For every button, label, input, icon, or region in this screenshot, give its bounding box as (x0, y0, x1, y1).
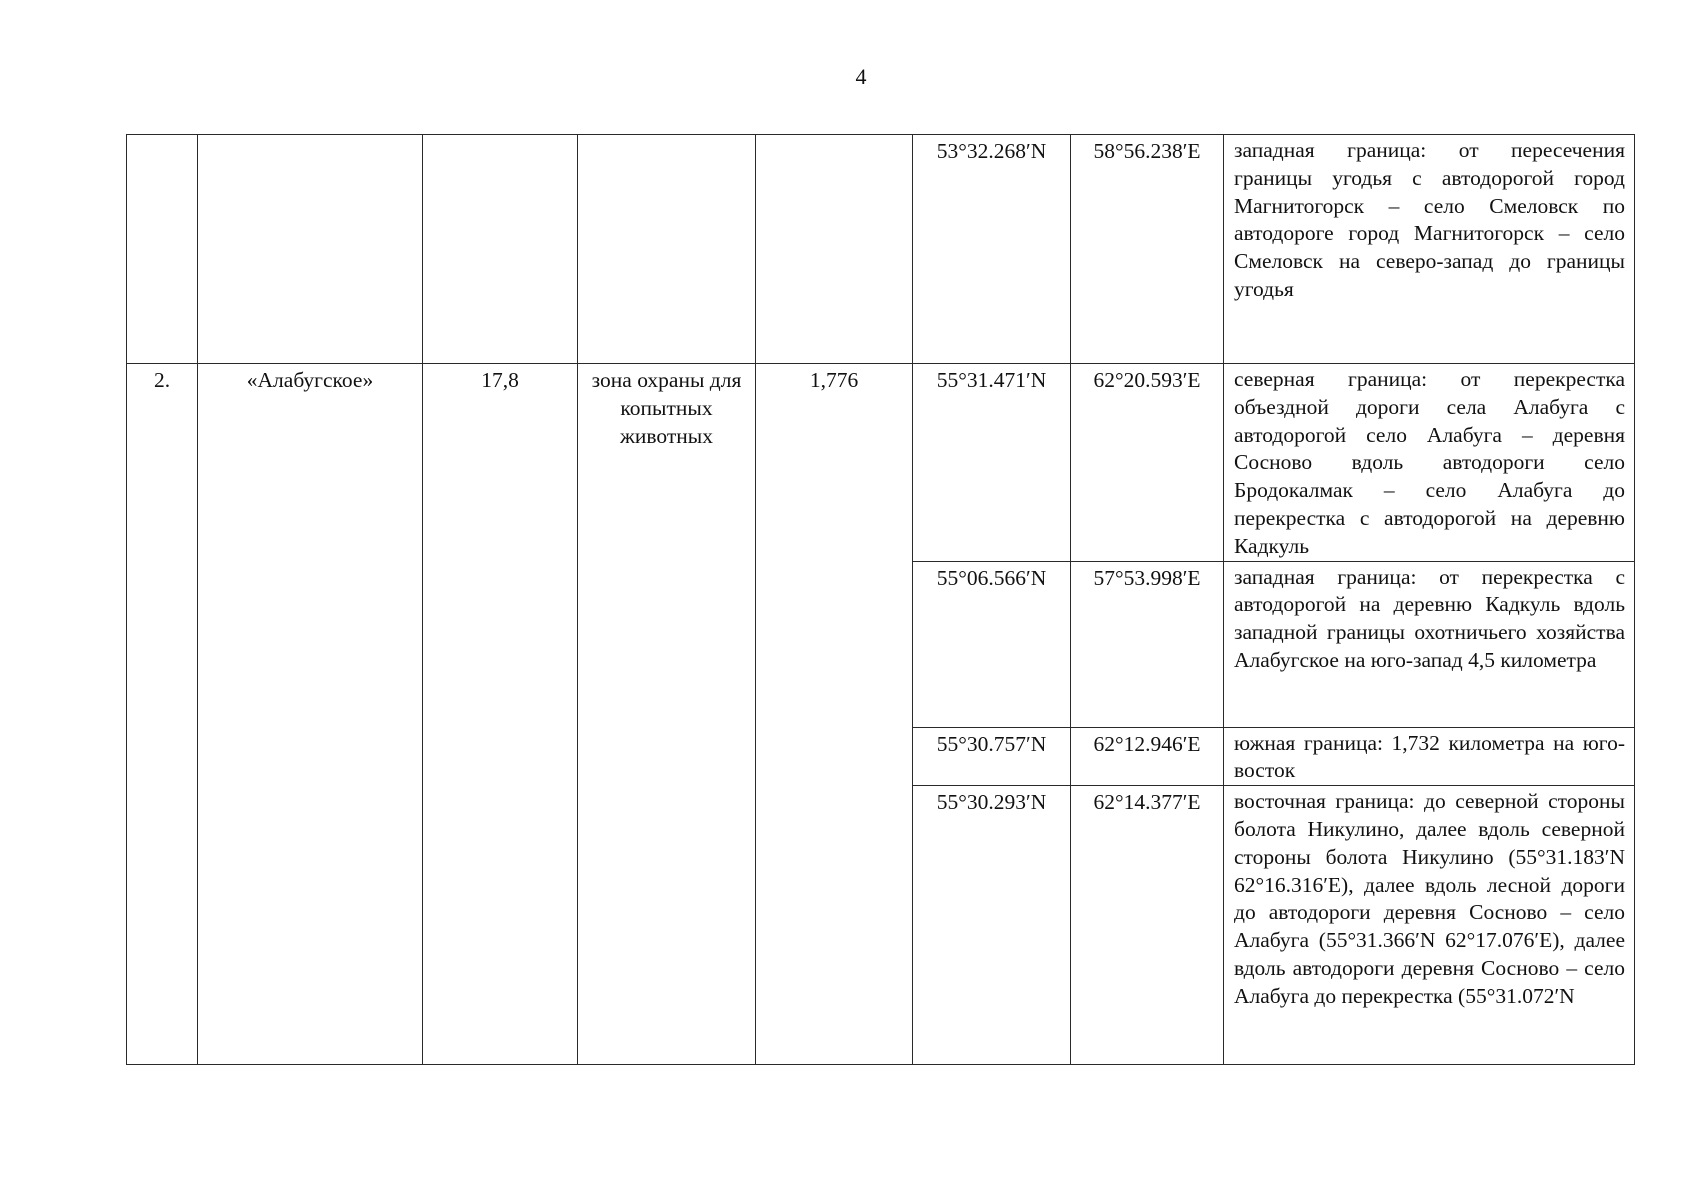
cell-longitude: 62°20.593′E (1071, 364, 1224, 562)
cell-number-empty (127, 135, 198, 364)
cell-number: 2. (127, 364, 198, 1065)
hunting-grounds-table (126, 134, 1635, 1065)
cell-boundary-description: северная граница: от перекрестка объездной дороги села Алабуга с автодорогой село Алабуга – деревня Сосново вдоль автодороги село Бродокалмак – село Алабуга до перекрестка с автодорогой на деревню Кадкуль (1224, 364, 1635, 562)
cell-latitude: 55°06.566′N (913, 561, 1071, 727)
cell-boundary-description: западная граница: от пересечения границы угодья с автодорогой город Магнитогорск – село Смеловск по автодороге город Магнитогорск – село Смеловск на северо-запад до границы угодья (1224, 135, 1635, 364)
cell-longitude: 58°56.238′E (1071, 135, 1224, 364)
cell-longitude: 62°12.946′E (1071, 727, 1224, 786)
page-number: 4 (855, 64, 867, 89)
cell-boundary-description: западная граница: от перекрестка с автодорогой на деревню Кадкуль вдоль западной границы охотничьего хозяйства Алабугское на юго-запад 4,5 километра (1224, 561, 1635, 727)
cell-name: «Алабугское» (198, 364, 423, 1065)
cell-longitude: 62°14.377′E (1071, 786, 1224, 1065)
table-row-entry (127, 364, 1635, 562)
cell-longitude: 57°53.998′E (1071, 561, 1224, 727)
cell-zone-type: зона охраны для копытных животных (578, 364, 756, 1065)
cell-zone-area-empty (756, 135, 913, 364)
cell-boundary-description: восточная граница: до северной стороны болота Никулино, далее вдоль северной стороны болота Никулино (55°31.183′N 62°16.316′E), далее вдоль лесной дороги до автодороги деревня Сосново – село Алабуга (55°31.366′N 62°17.076′E), далее вдоль автодороги деревня Сосново – село Алабуга до перекрестка (55°31.072′N (1224, 786, 1635, 1065)
cell-area: 17,8 (423, 364, 578, 1065)
cell-latitude: 55°30.293′N (913, 786, 1071, 1065)
cell-latitude: 55°30.757′N (913, 727, 1071, 786)
cell-boundary-description: южная граница: 1,732 километра на юго-восток (1224, 727, 1635, 786)
table-row-continued (127, 135, 1635, 364)
cell-latitude: 53°32.268′N (913, 135, 1071, 364)
cell-name-empty (198, 135, 423, 364)
cell-area-empty (423, 135, 578, 364)
cell-latitude: 55°31.471′N (913, 364, 1071, 562)
cell-zone-type-empty (578, 135, 756, 364)
cell-zone-area: 1,776 (756, 364, 913, 1065)
